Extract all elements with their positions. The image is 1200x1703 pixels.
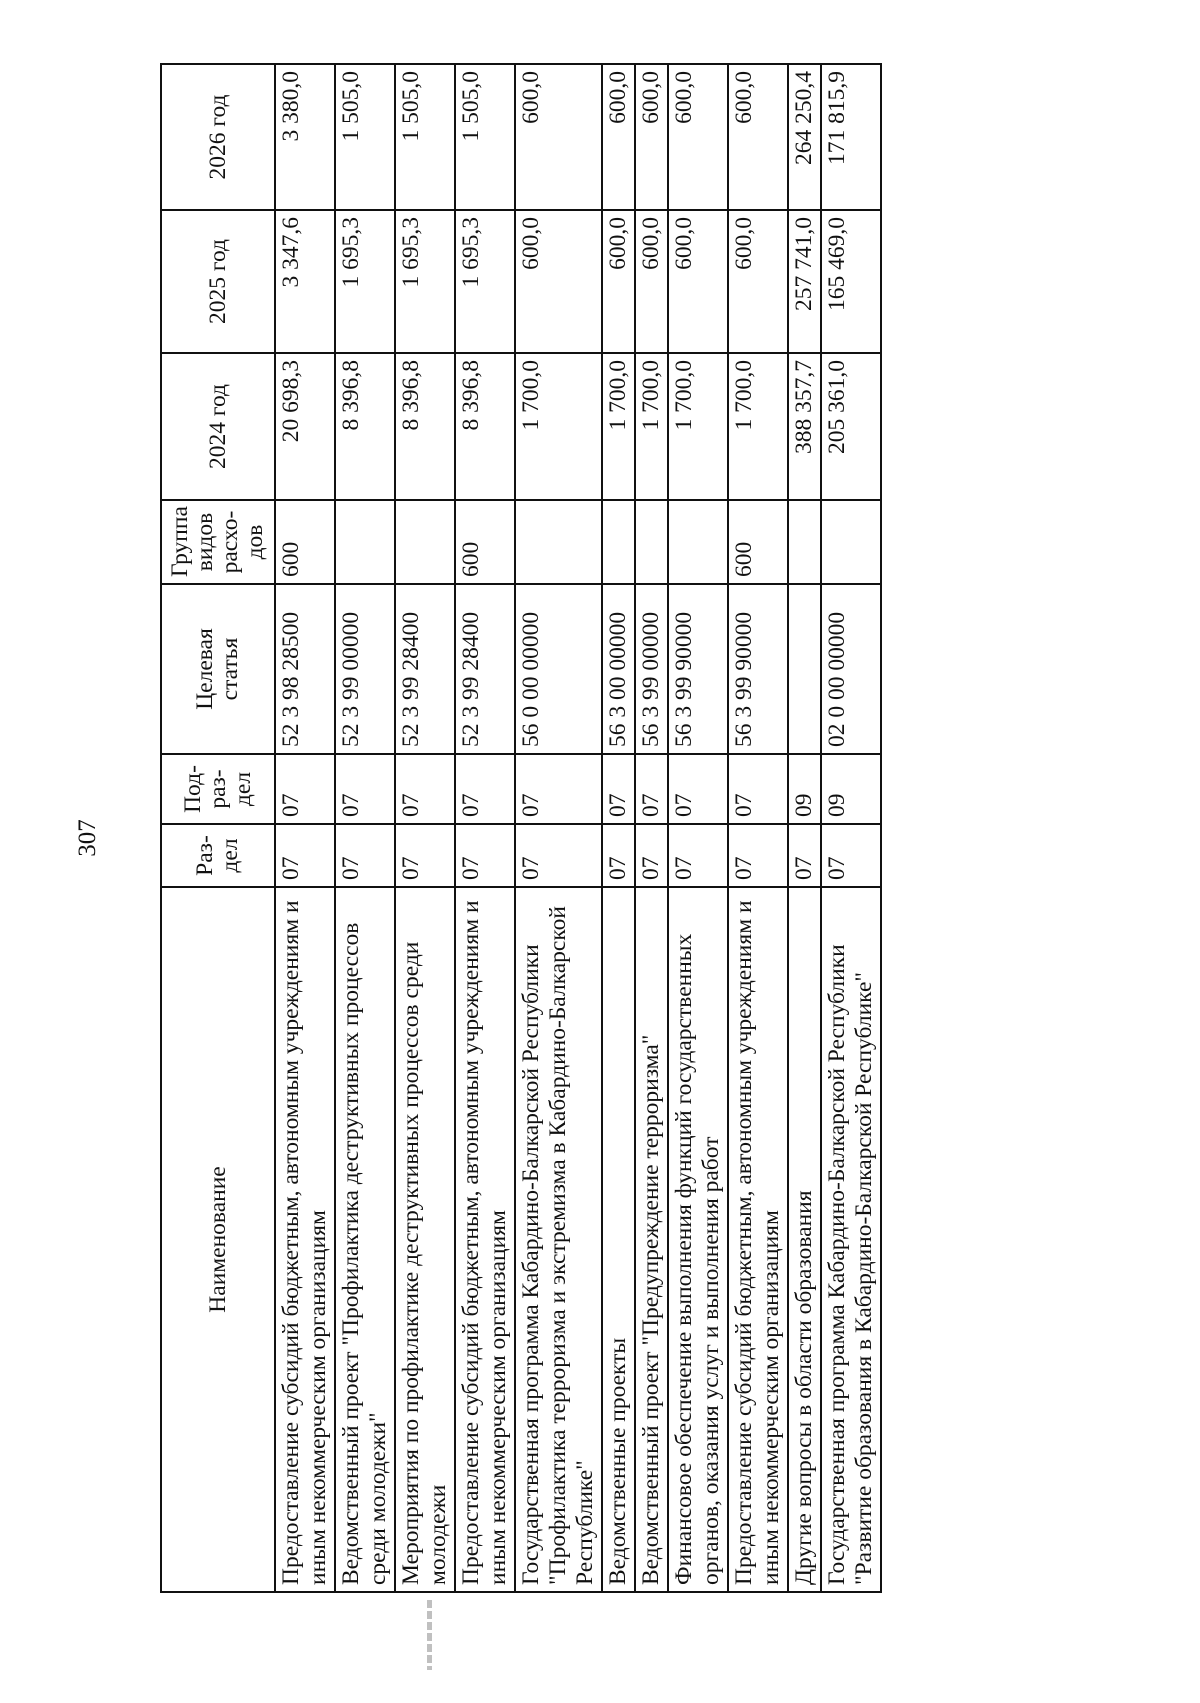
cell-podrazdel: 09 — [821, 754, 881, 824]
cell-2025: 600,0 — [602, 210, 635, 353]
cell-razdel: 07 — [602, 824, 635, 887]
cell-2024: 1 700,0 — [515, 353, 602, 500]
table-row — [728, 64, 788, 1592]
cell-celevaya-statya: 56 3 99 90000 — [668, 584, 728, 754]
table-row — [821, 64, 881, 1592]
cell-podrazdel: 07 — [668, 754, 728, 824]
cell-2026: 600,0 — [668, 64, 728, 210]
cell-2025: 600,0 — [668, 210, 728, 353]
table-row — [275, 64, 335, 1592]
cell-2024: 8 396,8 — [395, 353, 455, 500]
cell-razdel: 07 — [668, 824, 728, 887]
rotated-table-wrapper — [160, 65, 1084, 1593]
cell-razdel: 07 — [515, 824, 602, 887]
cell-name: Другие вопросы в области образования — [788, 887, 821, 1592]
header-name: Наименование — [161, 887, 275, 1592]
cell-2025: 1 695,3 — [395, 210, 455, 353]
table-row — [788, 64, 821, 1592]
cell-name: Государственная программа Кабардино-Балкарской Республики "Профилактика терроризма и экстремизма в Кабардино-Балкарской Республике" — [515, 887, 602, 1592]
budget-table — [160, 63, 882, 1593]
cell-gruppa-vidov-rashodov — [395, 500, 455, 584]
cell-celevaya-statya — [788, 584, 821, 754]
cell-2026: 600,0 — [728, 64, 788, 210]
cell-celevaya-statya: 52 3 99 28400 — [455, 584, 515, 754]
cell-celevaya-statya: 52 3 99 28400 — [395, 584, 455, 754]
cell-name: Предоставление субсидий бюджетным, автономным учреждениям и иным некоммерческим организациям — [455, 887, 515, 1592]
table-row — [515, 64, 602, 1592]
header-podrazdel: Под- раз- дел — [161, 754, 275, 824]
header-gruppa-vidov-rashodov: Группа видов расхо- дов — [161, 500, 275, 584]
table-body — [275, 64, 881, 1592]
cell-celevaya-statya: 52 3 99 00000 — [335, 584, 395, 754]
cell-2024: 1 700,0 — [635, 353, 668, 500]
cell-razdel: 07 — [821, 824, 881, 887]
cell-2025: 165 469,0 — [821, 210, 881, 353]
cell-razdel: 07 — [728, 824, 788, 887]
cell-celevaya-statya: 56 0 00 00000 — [515, 584, 602, 754]
cell-celevaya-statya: 02 0 00 00000 — [821, 584, 881, 754]
cell-2025: 600,0 — [635, 210, 668, 353]
cell-name: Ведомственные проекты — [602, 887, 635, 1592]
scan-footer-mark — [427, 1600, 432, 1670]
header-2024: 2024 год — [161, 353, 275, 500]
cell-2025: 600,0 — [515, 210, 602, 353]
cell-razdel: 07 — [275, 824, 335, 887]
cell-2024: 1 700,0 — [728, 353, 788, 500]
cell-2026: 264 250,4 — [788, 64, 821, 210]
cell-razdel: 07 — [788, 824, 821, 887]
table-row — [395, 64, 455, 1592]
cell-2025: 257 741,0 — [788, 210, 821, 353]
cell-2026: 1 505,0 — [455, 64, 515, 210]
table-row — [455, 64, 515, 1592]
cell-gruppa-vidov-rashodov — [821, 500, 881, 584]
cell-razdel: 07 — [395, 824, 455, 887]
cell-name: Ведомственный проект "Профилактика деструктивных процессов среди молодежи" — [335, 887, 395, 1592]
cell-2025: 1 695,3 — [335, 210, 395, 353]
cell-gruppa-vidov-rashodov: 600 — [275, 500, 335, 584]
cell-name: Финансовое обеспечение выполнения функций государственных органов, оказания услуг и выполнения работ — [668, 887, 728, 1592]
header-2026: 2026 год — [161, 64, 275, 210]
table-row — [668, 64, 728, 1592]
cell-celevaya-statya: 56 3 00 00000 — [602, 584, 635, 754]
table-row — [335, 64, 395, 1592]
cell-podrazdel: 07 — [395, 754, 455, 824]
cell-2025: 1 695,3 — [455, 210, 515, 353]
header-celevaya-statya: Целевая статья — [161, 584, 275, 754]
cell-2025: 600,0 — [728, 210, 788, 353]
cell-celevaya-statya: 56 3 99 90000 — [728, 584, 788, 754]
cell-gruppa-vidov-rashodov — [602, 500, 635, 584]
cell-razdel: 07 — [455, 824, 515, 887]
cell-podrazdel: 07 — [602, 754, 635, 824]
cell-2024: 1 700,0 — [602, 353, 635, 500]
cell-2024: 205 361,0 — [821, 353, 881, 500]
table-row — [635, 64, 668, 1592]
cell-gruppa-vidov-rashodov — [668, 500, 728, 584]
cell-podrazdel: 07 — [275, 754, 335, 824]
cell-podrazdel: 07 — [635, 754, 668, 824]
cell-podrazdel: 07 — [728, 754, 788, 824]
cell-celevaya-statya: 56 3 99 00000 — [635, 584, 668, 754]
cell-2024: 8 396,8 — [455, 353, 515, 500]
cell-gruppa-vidov-rashodov — [788, 500, 821, 584]
page-number: 307 — [74, 819, 101, 857]
cell-2026: 600,0 — [635, 64, 668, 210]
cell-name: Ведомственный проект "Предупреждение терроризма" — [635, 887, 668, 1592]
cell-celevaya-statya: 52 3 98 28500 — [275, 584, 335, 754]
cell-2026: 171 815,9 — [821, 64, 881, 210]
cell-razdel: 07 — [335, 824, 395, 887]
header-razdel: Раз- дел — [161, 824, 275, 887]
header-2025: 2025 год — [161, 210, 275, 353]
cell-2026: 1 505,0 — [335, 64, 395, 210]
cell-gruppa-vidov-rashodov — [635, 500, 668, 584]
cell-2026: 1 505,0 — [395, 64, 455, 210]
cell-razdel: 07 — [635, 824, 668, 887]
cell-2024: 20 698,3 — [275, 353, 335, 500]
cell-2024: 1 700,0 — [668, 353, 728, 500]
cell-name: Мероприятия по профилактике деструктивных процессов среди молодежи — [395, 887, 455, 1592]
cell-2026: 3 380,0 — [275, 64, 335, 210]
cell-2026: 600,0 — [515, 64, 602, 210]
cell-podrazdel: 09 — [788, 754, 821, 824]
cell-gruppa-vidov-rashodov: 600 — [455, 500, 515, 584]
cell-2024: 8 396,8 — [335, 353, 395, 500]
cell-podrazdel: 07 — [455, 754, 515, 824]
cell-gruppa-vidov-rashodov — [335, 500, 395, 584]
cell-2025: 3 347,6 — [275, 210, 335, 353]
cell-2024: 388 357,7 — [788, 353, 821, 500]
cell-name: Предоставление субсидий бюджетным, автономным учреждениям и иным некоммерческим организациям — [728, 887, 788, 1592]
cell-name: Предоставление субсидий бюджетным, автономным учреждениям и иным некоммерческим организациям — [275, 887, 335, 1592]
cell-2026: 600,0 — [602, 64, 635, 210]
cell-gruppa-vidov-rashodov — [515, 500, 602, 584]
cell-podrazdel: 07 — [515, 754, 602, 824]
cell-name: Государственная программа Кабардино-Балкарской Республики "Развитие образования в Кабардино-Балкарской Республике" — [821, 887, 881, 1592]
cell-gruppa-vidov-rashodov: 600 — [728, 500, 788, 584]
table-header-row — [161, 64, 275, 1592]
table-row — [602, 64, 635, 1592]
cell-podrazdel: 07 — [335, 754, 395, 824]
